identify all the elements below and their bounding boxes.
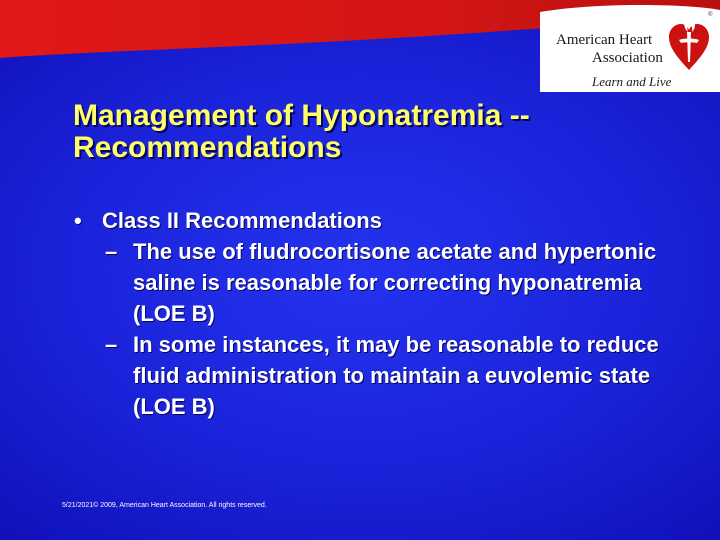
logo-line1: American Heart — [556, 32, 653, 48]
torch-heart-icon — [666, 16, 712, 72]
footer-copyright: 5/21/2021© 2009, American Heart Association. All rights reserved. — [62, 502, 267, 509]
bullet-mark: • — [74, 208, 82, 233]
bullet-item — [74, 205, 694, 236]
slide-body — [74, 205, 694, 422]
sub-bullet-text: In some instances, it may be reasonable to reduce fluid administration to maintain a euvolemic state (LOE B) — [133, 332, 659, 419]
registered-mark: ® — [708, 12, 713, 18]
sub-bullet-mark: – — [105, 239, 118, 264]
sub-bullet-mark: – — [105, 332, 118, 357]
sub-bullet-item — [105, 236, 694, 329]
title-line2: Recommendations — [73, 131, 342, 164]
logo-tagline: Learn and Live — [592, 74, 672, 89]
sub-bullet-item — [105, 329, 694, 422]
slide-title — [73, 100, 693, 164]
aha-logo — [548, 12, 718, 92]
sub-bullet-text: The use of fludrocortisone acetate and hypertonic saline is reasonable for correcting hyponatremia (LOE B) — [133, 239, 657, 326]
title-line1: Management of Hyponatremia -- — [73, 99, 530, 132]
bullet-text: Class II Recommendations — [102, 208, 382, 233]
logo-line2: Association — [592, 50, 663, 66]
